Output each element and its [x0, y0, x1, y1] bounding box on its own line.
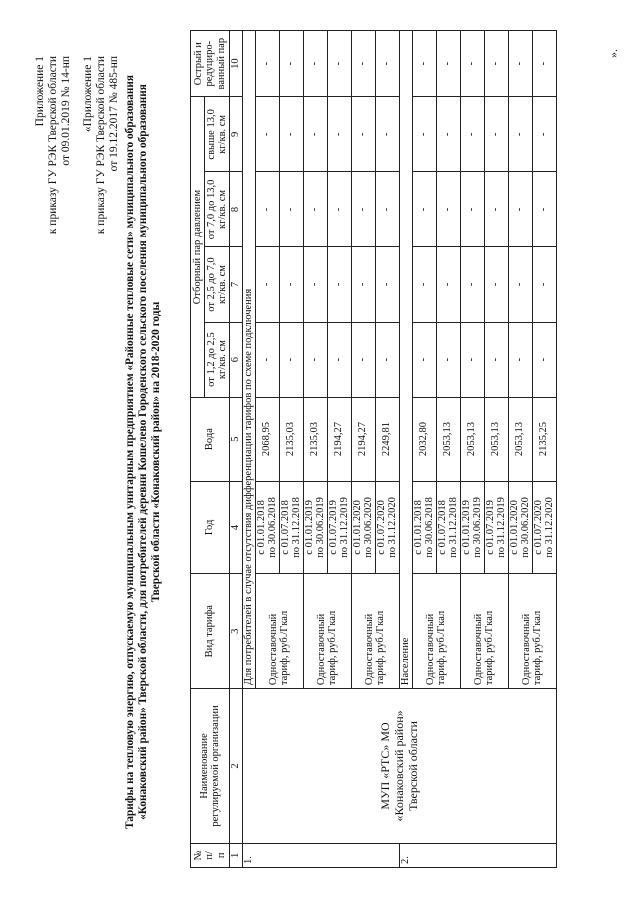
steam-3-tariff: -: [460, 172, 484, 247]
header-sharp-steam: Острый и редуциро- ванный пар: [191, 31, 230, 97]
sharp-steam-tariff: -: [508, 31, 532, 97]
period: [484, 481, 508, 574]
appendix-header-original: [82, 56, 121, 234]
steam-3-tariff: -: [351, 172, 375, 247]
tariff-kind: [412, 574, 460, 689]
cell-line: Одноставочный: [424, 613, 436, 686]
column-number: 7: [230, 247, 243, 322]
sharp-steam-tariff: -: [255, 31, 279, 97]
period-to: по 30.06.2020: [363, 497, 374, 558]
steam-3-tariff: -: [436, 172, 460, 247]
steam-1-tariff: -: [484, 322, 508, 397]
steam-2-tariff: -: [255, 247, 279, 322]
period-to: по 31.12.2018: [448, 497, 459, 558]
water-tariff: 2135,03: [303, 397, 327, 481]
steam-3-tariff: -: [303, 172, 327, 247]
steam-4-tariff: -: [303, 97, 327, 172]
section-label: Для потребителей в случае отсутствия дифференциации тарифов по схеме подключения: [242, 31, 255, 689]
period-from: с 01.01.2018: [255, 500, 267, 555]
period-to: по 30.06.2018: [424, 497, 435, 558]
period: [375, 481, 399, 574]
water-tariff: 2194,27: [351, 397, 375, 481]
water-tariff: 2032,80: [412, 397, 436, 481]
period: [412, 481, 436, 574]
steam-3-tariff: -: [327, 172, 351, 247]
cell-line: Одноставочный: [520, 613, 532, 686]
steam-1-tariff: -: [375, 322, 399, 397]
column-number: 1: [230, 843, 243, 867]
cell-line: тариф, руб./Гкал: [279, 610, 290, 686]
section-number: 2.: [399, 843, 556, 867]
header-steam-2: от 2,5 до 7,0 кг/кв. см: [205, 247, 230, 322]
title-line: «Конаковский район» Тверской области, для потребителей деревни Кошелево Городенского сельского поселения муниципального образования: [137, 84, 149, 820]
period-from: с 01.01.2019: [303, 500, 315, 555]
section-row: [242, 31, 255, 868]
section-label: Население: [399, 31, 412, 689]
steam-2-tariff: -: [279, 247, 303, 322]
cell-line: тариф, руб./Гкал: [436, 610, 447, 686]
column-number: 5: [230, 397, 243, 481]
period: [303, 481, 327, 574]
title-line: Тарифы на тепловую энергию, отпускаемую муниципальным унитарным предприятием «Районные тепловые сети» муниципального образования: [124, 75, 136, 829]
steam-2-tariff: -: [436, 247, 460, 322]
cell-line: Одноставочный: [267, 613, 279, 686]
steam-4-tariff: -: [460, 97, 484, 172]
period-to: по 31.12.2020: [387, 497, 398, 558]
table-header-row: [191, 31, 205, 868]
period-from: с 01.07.2018: [436, 500, 448, 555]
header-steam-4: свыше 13,0 кг/кв. см: [205, 97, 230, 172]
period-from: с 01.07.2020: [375, 500, 387, 555]
header-year: Год: [191, 481, 230, 574]
period-to: по 30.06.2019: [472, 497, 483, 558]
steam-4-tariff: -: [412, 97, 436, 172]
water-tariff: 2053,13: [484, 397, 508, 481]
steam-2-tariff: -: [532, 247, 556, 322]
header-num: № п/ п: [191, 843, 230, 867]
column-number: 8: [230, 172, 243, 247]
cell-line: тариф, руб./Гкал: [532, 610, 543, 686]
steam-2-tariff: -: [412, 247, 436, 322]
period-to: по 30.06.2018: [267, 497, 278, 558]
steam-1-tariff: -: [412, 322, 436, 397]
steam-1-tariff: -: [508, 322, 532, 397]
steam-4-tariff: -: [508, 97, 532, 172]
steam-3-tariff: -: [484, 172, 508, 247]
water-tariff: 2068,95: [255, 397, 279, 481]
cell-line: Одноставочный: [472, 613, 484, 686]
period-from: с 01.07.2019: [484, 500, 496, 555]
period: [532, 481, 556, 574]
header-organization: Наименование регулируемой организации: [191, 689, 230, 844]
steam-3-tariff: -: [508, 172, 532, 247]
steam-4-tariff: -: [375, 97, 399, 172]
period-from: с 01.01.2018: [412, 500, 424, 555]
appendix-line: к приказу ГУ РЭК Тверской области: [95, 56, 107, 235]
period: [351, 481, 375, 574]
column-number: 6: [230, 322, 243, 397]
sharp-steam-tariff: -: [279, 31, 303, 97]
sharp-steam-tariff: -: [327, 31, 351, 97]
steam-1-tariff: -: [255, 322, 279, 397]
steam-4-tariff: -: [327, 97, 351, 172]
steam-1-tariff: -: [436, 322, 460, 397]
steam-2-tariff: -: [327, 247, 351, 322]
period-from: с 01.07.2018: [279, 500, 291, 555]
cell-line: тариф, руб./Гкал: [327, 610, 338, 686]
steam-2-tariff: -: [484, 247, 508, 322]
period: [327, 481, 351, 574]
sharp-steam-tariff: -: [532, 31, 556, 97]
document-title: [124, 40, 163, 864]
steam-4-tariff: -: [532, 97, 556, 172]
steam-2-tariff: -: [508, 247, 532, 322]
header-steam-3: от 7,0 до 13,0 кг/кв. см: [205, 172, 230, 247]
appendix-line: к приказу ГУ РЭК Тверской области: [47, 56, 59, 235]
tariff-kind: [351, 574, 399, 689]
period-from: с 01.07.2019: [327, 500, 339, 555]
steam-3-tariff: -: [412, 172, 436, 247]
period-from: с 01.01.2019: [460, 500, 472, 555]
cell-line: «Конаковский район»: [392, 710, 406, 822]
period: [508, 481, 532, 574]
tariff-kind: [303, 574, 351, 689]
steam-1-tariff: -: [532, 322, 556, 397]
header-tariff-kind: Вид тарифа: [191, 574, 230, 689]
steam-3-tariff: -: [375, 172, 399, 247]
steam-1-tariff: -: [303, 322, 327, 397]
steam-1-tariff: -: [351, 322, 375, 397]
steam-3-tariff: -: [255, 172, 279, 247]
water-tariff: 2249,81: [375, 397, 399, 481]
header-water: Вода: [191, 397, 230, 481]
sharp-steam-tariff: -: [375, 31, 399, 97]
steam-2-tariff: -: [375, 247, 399, 322]
water-tariff: 2135,25: [532, 397, 556, 481]
appendix-header-current: [34, 56, 73, 234]
column-number: 3: [230, 574, 243, 689]
closing-quote: ».: [606, 49, 620, 58]
header-steam-group: Отборный пар давлением: [191, 97, 205, 397]
period-to: по 31.12.2018: [291, 497, 302, 558]
water-tariff: 2135,03: [279, 397, 303, 481]
column-number: 9: [230, 97, 243, 172]
steam-1-tariff: -: [327, 322, 351, 397]
steam-3-tariff: -: [532, 172, 556, 247]
appendix-line: «Приложение 1: [82, 56, 94, 133]
period: [279, 481, 303, 574]
header-steam-1: от 1,2 до 2,5 кг/кв. см: [205, 322, 230, 397]
water-tariff: 2053,13: [460, 397, 484, 481]
water-tariff: 2053,13: [508, 397, 532, 481]
steam-3-tariff: -: [279, 172, 303, 247]
steam-4-tariff: -: [351, 97, 375, 172]
period-from: с 01.01.2020: [508, 500, 520, 555]
table-body: [242, 31, 556, 868]
tariff-kind: [460, 574, 508, 689]
section-number: 1.: [242, 843, 399, 867]
appendix-line: от 19.12.2017 № 485-нп: [108, 56, 120, 172]
steam-1-tariff: -: [460, 322, 484, 397]
sharp-steam-tariff: -: [484, 31, 508, 97]
period-to: по 31.12.2020: [544, 497, 555, 558]
cell-line: тариф, руб./Гкал: [484, 610, 495, 686]
steam-4-tariff: -: [484, 97, 508, 172]
cell-line: тариф, руб./Гкал: [375, 610, 386, 686]
water-tariff: 2194,27: [327, 397, 351, 481]
sharp-steam-tariff: -: [351, 31, 375, 97]
steam-4-tariff: -: [279, 97, 303, 172]
cell-line: Одноставочный: [315, 613, 327, 686]
sharp-steam-tariff: -: [460, 31, 484, 97]
period: [460, 481, 484, 574]
title-line: Тверской области «Конаковский район» на 2018-2020 годы: [150, 301, 162, 603]
tariff-kind: [255, 574, 303, 689]
period: [255, 481, 279, 574]
period-to: по 31.12.2019: [496, 497, 507, 558]
period-to: по 30.06.2020: [520, 497, 531, 558]
steam-4-tariff: -: [255, 97, 279, 172]
steam-2-tariff: -: [303, 247, 327, 322]
period-from: с 01.07.2020: [532, 500, 544, 555]
organization-name: [242, 689, 556, 844]
steam-4-tariff: -: [436, 97, 460, 172]
column-number: 2: [230, 689, 243, 844]
cell-line: МУП «РТС» МО: [378, 722, 392, 810]
period-to: по 30.06.2019: [315, 497, 326, 558]
steam-2-tariff: -: [460, 247, 484, 322]
period-from: с 01.01.2020: [351, 500, 363, 555]
sharp-steam-tariff: -: [412, 31, 436, 97]
sharp-steam-tariff: -: [436, 31, 460, 97]
period: [436, 481, 460, 574]
appendix-line: от 09.01.2019 № 14-нп: [60, 56, 72, 166]
column-numbers-row: [230, 31, 243, 868]
steam-1-tariff: -: [279, 322, 303, 397]
tariff-kind: [508, 574, 556, 689]
sharp-steam-tariff: -: [303, 31, 327, 97]
tariff-table: [190, 30, 557, 868]
cell-line: Тверской области: [406, 721, 420, 811]
water-tariff: 2053,13: [436, 397, 460, 481]
steam-2-tariff: -: [351, 247, 375, 322]
cell-line: Одноставочный: [363, 613, 375, 686]
column-number: 10: [230, 31, 243, 97]
column-number: 4: [230, 481, 243, 574]
appendix-line: Приложение 1: [34, 56, 46, 127]
period-to: по 31.12.2019: [339, 497, 350, 558]
